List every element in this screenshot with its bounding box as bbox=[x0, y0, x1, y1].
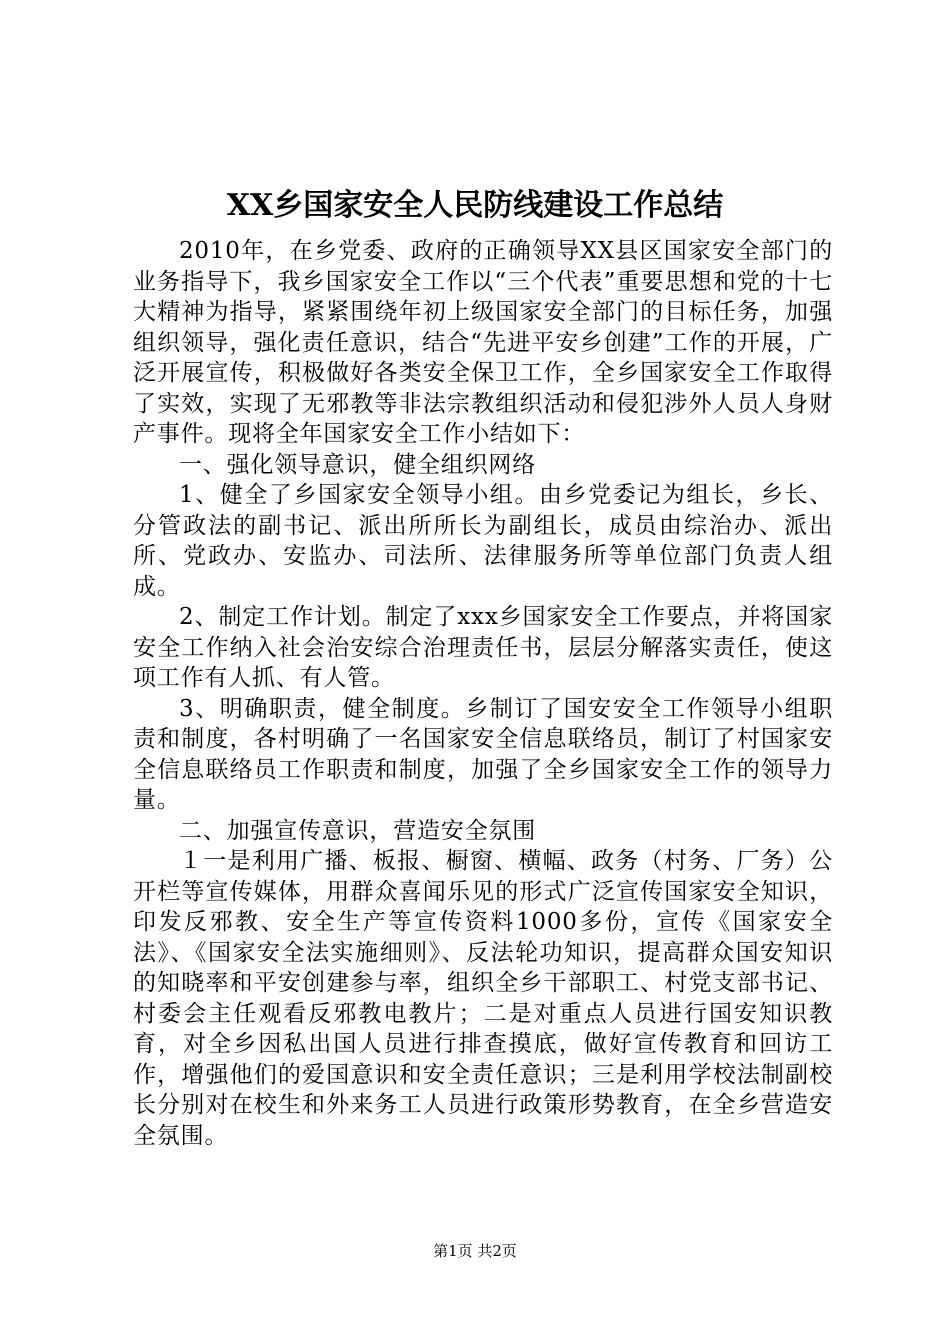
document-body bbox=[133, 236, 833, 1151]
paragraph-2-1: １一是利用广播、板报、橱窗、横幅、政务（村务、厂务）公开栏等宣传媒体，用群众喜闻乐见的形式广泛宣传国家安全知识，印发反邪教、安全生产等宣传资料1000多份，宣传《国家安全法》、《国家安全法实施细则》、反法轮功知识，提高群众国安知识的知晓率和平安创建参与率，组织全乡干部职工、村党支部书记、村委会主任观看反邪教电教片；二是对重点人员进行国安知识教育，对全乡因私出国人员进行排查摸底，做好宣传教育和回访工作，增强他们的爱国意识和安全责任意识；三是利用学校法制副校长分别对在校生和外来务工人员进行政策形势教育，在全乡营造安全氛围。 bbox=[133, 848, 833, 1149]
section-heading-2: 二、加强宣传意识，营造安全氛围 bbox=[179, 817, 536, 844]
paragraph-intro: 2010年，在乡党委、政府的正确领导XX县区国家安全部门的业务指导下，我乡国家安全工作以“三个代表”重要思想和党的十七大精神为指导，紧紧围绕年初上级国家安全部门的目标任务，加强组织领导，强化责任意识，结合“先进平安乡创建”工作的开展，广泛开展宣传，积极做好各类安全保卫工作，全乡国家安全工作取得了实效，实现了无邪教等非法宗教组织活动和侵犯涉外人员人身财产事件。现将全年国家安全工作小结如下： bbox=[133, 238, 833, 447]
paragraph-1-2: 2、制定工作计划。制定了xxx乡国家安全工作要点，并将国家安全工作纳入社会治安综合治理责任书，层层分解落实责任，使这项工作有人抓、有人管。 bbox=[133, 604, 833, 691]
section-heading-1: 一、强化领导意识，健全组织网络 bbox=[179, 451, 536, 478]
document-title: XX乡国家安全人民防线建设工作总结 bbox=[226, 188, 724, 223]
page-footer: 第1页 共2页 bbox=[433, 1242, 517, 1260]
paragraph-1-1: 1、健全了乡国家安全领导小组。由乡党委记为组长，乡长、分管政法的副书记、派出所所长为副组长，成员由综治办、派出所、党政办、安监办、司法所、法律服务所等单位部门负责人组成。 bbox=[133, 482, 833, 600]
paragraph-1-3: 3、明确职责，健全制度。乡制订了国安安全工作领导小组职责和制度，各村明确了一名国家安全信息联络员，制订了村国家安全信息联络员工作职责和制度，加强了全乡国家安全工作的领导力量。 bbox=[133, 695, 833, 813]
